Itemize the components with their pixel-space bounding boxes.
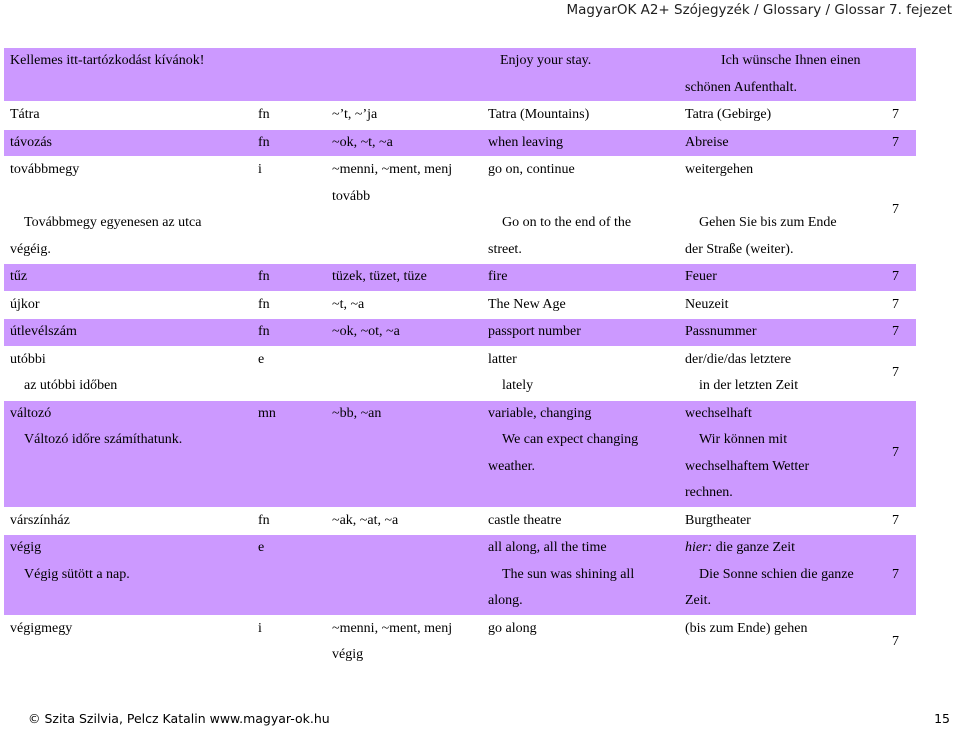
english-translation	[482, 102, 679, 130]
chapter-number	[875, 129, 916, 157]
word-forms	[326, 400, 482, 507]
english-translation	[482, 507, 679, 535]
hungarian-term-line: változó	[10, 405, 52, 421]
glossary-row	[4, 129, 916, 157]
word-forms	[326, 319, 482, 347]
part-of-speech-text: i	[258, 162, 262, 177]
hungarian-term	[4, 400, 252, 507]
english-translation-text: fire	[488, 269, 508, 284]
footer-copyright: © Szita Szilvia, Pelcz Katalin www.magyar-ok.hu	[28, 711, 330, 726]
hungarian-term-line: végig	[10, 540, 42, 555]
chapter-number-text: 7	[892, 445, 899, 461]
german-translation	[679, 319, 875, 347]
glossary-row	[4, 48, 916, 102]
word-forms-text: tüzek, tüzet, tüze	[332, 269, 427, 284]
hungarian-term	[4, 264, 252, 292]
hungarian-term	[4, 102, 252, 130]
english-translation	[482, 346, 679, 400]
german-translation	[679, 102, 875, 130]
german-translation-line: hier: die ganze Zeit	[685, 540, 796, 555]
chapter-number-text: 7	[892, 566, 899, 582]
part-of-speech-text: fn	[258, 269, 270, 284]
glossary-row	[4, 157, 916, 264]
english-translation-line: go on, continue	[488, 162, 575, 177]
hungarian-term	[4, 346, 252, 400]
english-translation	[482, 264, 679, 292]
german-translation-line: rechnen.	[685, 485, 733, 500]
hungarian-term	[4, 615, 252, 669]
hungarian-term-line: továbbmegy	[10, 162, 80, 177]
german-translation-text: (bis zum Ende) gehen	[685, 620, 808, 636]
page-number: 15	[934, 711, 950, 726]
hungarian-term-text: Kellemes itt-tartózkodást kívánok!	[10, 53, 205, 68]
part-of-speech-text: fn	[258, 107, 270, 122]
glossary-row	[4, 400, 916, 507]
chapter-number	[875, 507, 916, 535]
chapter-number-text: 7	[892, 512, 899, 528]
german-translation-line: schönen Aufenthalt.	[685, 79, 797, 95]
german-translation-line: Wir können mit	[699, 432, 788, 447]
german-translation	[679, 346, 875, 400]
english-translation-line: The sun was shining all	[502, 566, 635, 582]
part-of-speech-text: fn	[258, 512, 270, 528]
german-translation-text: Burgtheater	[685, 512, 751, 528]
german-translation-line: Zeit.	[685, 593, 712, 608]
glossary-row	[4, 319, 916, 347]
part-of-speech	[252, 615, 326, 669]
word-forms	[326, 615, 482, 669]
german-translation	[679, 615, 875, 669]
word-forms-line: tovább	[332, 188, 371, 204]
english-translation-text: when leaving	[488, 134, 564, 150]
hungarian-term-text: várszínház	[10, 512, 70, 528]
english-translation-line: lately	[502, 378, 534, 393]
german-translation	[679, 400, 875, 507]
word-forms-text: ~t, ~a	[332, 296, 365, 312]
german-translation	[679, 48, 875, 102]
part-of-speech	[252, 507, 326, 535]
german-translation	[679, 157, 875, 264]
english-translation	[482, 291, 679, 319]
chapter-number	[875, 346, 916, 400]
chapter-number	[875, 400, 916, 507]
part-of-speech	[252, 102, 326, 130]
hungarian-term	[4, 48, 252, 102]
english-translation-line: Go on to the end of the	[502, 215, 632, 230]
english-translation-text: Enjoy your stay.	[500, 53, 592, 68]
word-forms-text: ~ok, ~ot, ~a	[332, 324, 400, 339]
english-translation	[482, 48, 679, 102]
hungarian-term-text: végigmegy	[10, 620, 73, 636]
part-of-speech-text: e	[258, 540, 265, 555]
english-translation	[482, 129, 679, 157]
german-translation-line: Gehen Sie bis zum Ende	[699, 215, 837, 230]
page-header-title: MagyarOK A2+ Szójegyzék / Glossary / Glossar 7. fejezet	[566, 2, 952, 18]
english-translation-text: passport number	[488, 324, 581, 339]
part-of-speech-text: mn	[258, 405, 276, 421]
hungarian-term-text: távozás	[10, 134, 52, 150]
chapter-number	[875, 157, 916, 264]
german-translation-text: Passnummer	[685, 324, 757, 339]
word-forms-line: ~menni, ~ment, menj	[332, 162, 453, 177]
english-translation	[482, 615, 679, 669]
chapter-number-text: 7	[892, 134, 899, 150]
german-translation	[679, 507, 875, 535]
part-of-speech-text: e	[258, 351, 265, 367]
hungarian-term-line: Végig sütött a nap.	[24, 566, 130, 582]
glossary-row	[4, 507, 916, 535]
english-translation	[482, 319, 679, 347]
part-of-speech	[252, 400, 326, 507]
word-forms	[326, 48, 482, 102]
german-translation	[679, 129, 875, 157]
german-translation	[679, 291, 875, 319]
chapter-number	[875, 48, 916, 102]
chapter-number-text: 7	[892, 296, 899, 312]
hungarian-term	[4, 535, 252, 616]
english-translation	[482, 157, 679, 264]
part-of-speech	[252, 291, 326, 319]
english-translation-text: The New Age	[488, 296, 566, 312]
hungarian-term-text: újkor	[10, 296, 40, 312]
part-of-speech	[252, 346, 326, 400]
hungarian-term	[4, 507, 252, 535]
chapter-number-text: 7	[892, 107, 899, 122]
english-translation-text: castle theatre	[488, 512, 562, 528]
english-translation-line	[488, 184, 679, 211]
hungarian-term-text: útlevélszám	[10, 324, 77, 339]
word-forms	[326, 102, 482, 130]
word-forms	[326, 129, 482, 157]
chapter-number	[875, 102, 916, 130]
german-translation-text: Feuer	[685, 269, 717, 284]
glossary-row	[4, 264, 916, 292]
part-of-speech	[252, 129, 326, 157]
word-forms-line: végig	[332, 647, 364, 662]
hungarian-term-line: Továbbmegy egyenesen az utca	[24, 215, 202, 230]
chapter-number	[875, 291, 916, 319]
word-forms-text: ~ak, ~at, ~a	[332, 512, 399, 528]
english-translation-line: all along, all the time	[488, 540, 607, 555]
german-translation-line: in der letzten Zeit	[699, 378, 799, 393]
chapter-number	[875, 535, 916, 616]
hungarian-term-text: Tátra	[10, 107, 40, 122]
chapter-number-text: 7	[892, 633, 899, 649]
part-of-speech-text: i	[258, 620, 262, 636]
english-translation-text: Tatra (Mountains)	[488, 107, 590, 122]
part-of-speech	[252, 535, 326, 616]
english-translation-line: We can expect changing	[502, 432, 639, 447]
glossary-table	[4, 48, 916, 670]
german-translation	[679, 264, 875, 292]
hungarian-term-text: tűz	[10, 269, 28, 284]
word-forms-text: ~’t, ~’ja	[332, 107, 378, 122]
glossary-row	[4, 102, 916, 130]
hungarian-term-line: Változó időre számíthatunk.	[24, 432, 183, 447]
word-forms-text: ~ok, ~t, ~a	[332, 134, 393, 150]
glossary-row	[4, 535, 916, 616]
part-of-speech-text: fn	[258, 296, 270, 312]
glossary-row	[4, 346, 916, 400]
english-translation-line: variable, changing	[488, 405, 592, 421]
word-forms	[326, 346, 482, 400]
part-of-speech-text: fn	[258, 324, 270, 339]
word-forms	[326, 264, 482, 292]
glossary-row	[4, 291, 916, 319]
word-forms	[326, 535, 482, 616]
chapter-number-text: 7	[892, 364, 899, 380]
hungarian-term-line	[10, 184, 252, 211]
word-forms	[326, 291, 482, 319]
hungarian-term	[4, 129, 252, 157]
hungarian-term	[4, 319, 252, 347]
german-translation-text: Neuzeit	[685, 296, 729, 312]
german-translation-line: Die Sonne schien die ganze	[699, 566, 854, 582]
chapter-number-text: 7	[892, 269, 899, 284]
part-of-speech	[252, 319, 326, 347]
english-translation-line: latter	[488, 351, 517, 367]
english-translation-line: weather.	[488, 458, 536, 474]
chapter-number-text: 7	[892, 201, 899, 217]
hungarian-term-line: végéig.	[10, 241, 51, 257]
part-of-speech	[252, 264, 326, 292]
part-of-speech-text: fn	[258, 134, 270, 150]
hungarian-term	[4, 157, 252, 264]
german-translation-line	[685, 184, 875, 211]
glossary-row	[4, 615, 916, 669]
german-translation-line: der Straße (weiter).	[685, 241, 794, 257]
german-translation-line: Ich wünsche Ihnen einen	[721, 53, 861, 68]
german-translation-line: der/die/das letztere	[685, 351, 792, 367]
german-translation	[679, 535, 875, 616]
german-translation-line: weitergehen	[685, 162, 754, 177]
english-translation-line: street.	[488, 241, 522, 257]
chapter-number-text: 7	[892, 324, 899, 339]
word-forms-text: ~bb, ~an	[332, 405, 382, 421]
english-translation	[482, 400, 679, 507]
chapter-number	[875, 264, 916, 292]
word-forms	[326, 507, 482, 535]
german-translation-text: Tatra (Gebirge)	[685, 107, 772, 122]
part-of-speech	[252, 48, 326, 102]
chapter-number	[875, 615, 916, 669]
english-translation-text: go along	[488, 620, 537, 636]
english-translation	[482, 535, 679, 616]
word-forms	[326, 157, 482, 264]
hungarian-term	[4, 291, 252, 319]
german-translation-line: wechselhaftem Wetter	[685, 458, 810, 474]
hungarian-term-line: az utóbbi időben	[24, 378, 118, 393]
hungarian-term-line: utóbbi	[10, 351, 46, 367]
part-of-speech	[252, 157, 326, 264]
english-translation-line: along.	[488, 593, 523, 608]
chapter-number	[875, 319, 916, 347]
german-translation-line: wechselhaft	[685, 405, 752, 421]
word-forms-line: ~menni, ~ment, menj	[332, 620, 453, 636]
german-translation-text: Abreise	[685, 134, 729, 150]
